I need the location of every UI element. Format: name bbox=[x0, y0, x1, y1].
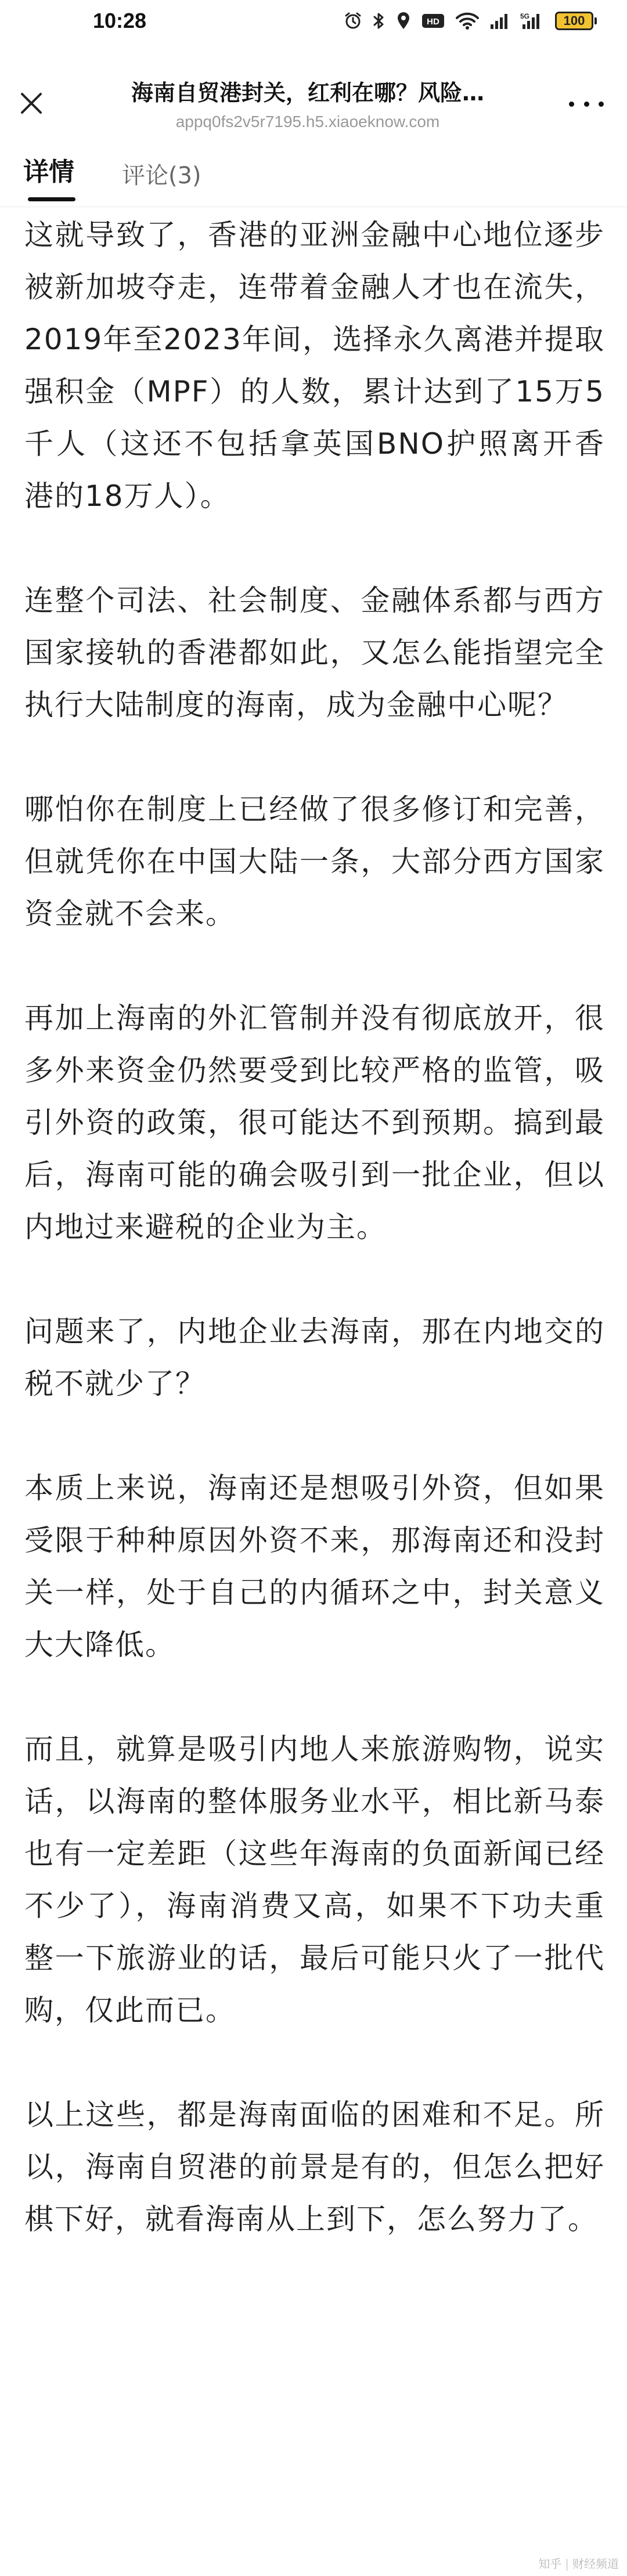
active-tab-indicator bbox=[28, 197, 75, 201]
battery-icon bbox=[555, 12, 597, 30]
page-url: appq0fs2v5r7195.h5.xiaoeknow.com bbox=[175, 113, 440, 131]
close-button[interactable] bbox=[16, 88, 46, 118]
battery-level: 100 bbox=[555, 12, 593, 30]
watermark-source: 知乎 bbox=[538, 2557, 562, 2571]
article-paragraph: 连整个司法、社会制度、金融体系都与西方国家接轨的香港都如此，又怎么能指望完全执行大陆制度的海南，成为金融中心呢？ bbox=[24, 584, 605, 722]
article-paragraph: 而且，就算是吸引内地人来旅游购物，说实话，以海南的整体服务业水平，相比新马泰也有一定差距（这些年海南的负面新闻已经不少了），海南消费又高，如果不下功夫重整一下旅游业的话，最后可能只火了一批代购，仅此而已。 bbox=[24, 1732, 605, 2027]
status-icons bbox=[344, 12, 597, 30]
article-paragraph: 问题来了，内地企业去海南，那在内地交的税不就少了？ bbox=[24, 1315, 605, 1401]
article-paragraph: 这就导致了，香港的亚洲金融中心地位逐步被新加坡夺走，连带着金融人才也在流失，2019年至2023年间，选择永久离港并提取强积金（MPF）的人数，累计达到了15万5千人（这还不包括拿英国BNO护照离开香港的18万人）。 bbox=[24, 218, 605, 513]
tab-detail[interactable]: 详情 bbox=[23, 157, 74, 187]
more-dot-icon bbox=[599, 102, 604, 107]
status-time: 10:28 bbox=[93, 9, 147, 32]
title-block bbox=[87, 78, 528, 133]
close-icon bbox=[19, 91, 44, 116]
article-paragraph: 再加上海南的外汇管制并没有彻底放开，很多外来资金仍然要受到比较严格的监管，吸引外资的政策，很可能达不到预期。搞到最后，海南可能的确会吸引到一批企业，但以内地过来避税的企业为主。 bbox=[24, 1001, 605, 1244]
status-bar bbox=[0, 0, 627, 42]
more-dot-icon bbox=[584, 102, 589, 107]
title-bar bbox=[0, 64, 627, 139]
article-body bbox=[24, 209, 605, 2245]
article-paragraph: 本质上来说，海南还是想吸引外资，但如果受限于种种原因外资不来，那海南还和没封关一样，处于自己的内循环之中，封关意义大大降低。 bbox=[24, 1471, 605, 1662]
watermark-channel: 财经频道 bbox=[572, 2557, 619, 2571]
alarm-icon bbox=[344, 12, 362, 30]
page-title: 海南自贸港封关，红利在哪？风险… bbox=[131, 80, 484, 106]
bluetooth-icon bbox=[373, 12, 385, 30]
svg-text:5G: 5G bbox=[520, 12, 530, 20]
tab-comments[interactable]: 评论(3) bbox=[122, 162, 201, 189]
hd-icon bbox=[421, 12, 445, 30]
watermark: 知乎 | 财经频道 bbox=[538, 2557, 619, 2571]
article-paragraph: 以上这些，都是海南面临的困难和不足。所以，海南自贸港的前景是有的，但怎么把好棋下好，就看海南从上到下，怎么努力了。 bbox=[24, 2098, 605, 2236]
article-paragraph: 哪怕你在制度上已经做了很多修订和完善，但就凭你在中国大陆一条，大部分西方国家资金就不会来。 bbox=[24, 793, 605, 931]
signal-icon bbox=[490, 12, 510, 30]
5g-signal-icon bbox=[520, 12, 545, 30]
wifi-icon bbox=[455, 12, 480, 30]
tab-bar bbox=[0, 151, 627, 207]
more-options-button[interactable] bbox=[569, 95, 604, 113]
svg-text:HD: HD bbox=[427, 17, 439, 27]
more-dot-icon bbox=[569, 102, 574, 107]
location-icon bbox=[396, 12, 411, 30]
